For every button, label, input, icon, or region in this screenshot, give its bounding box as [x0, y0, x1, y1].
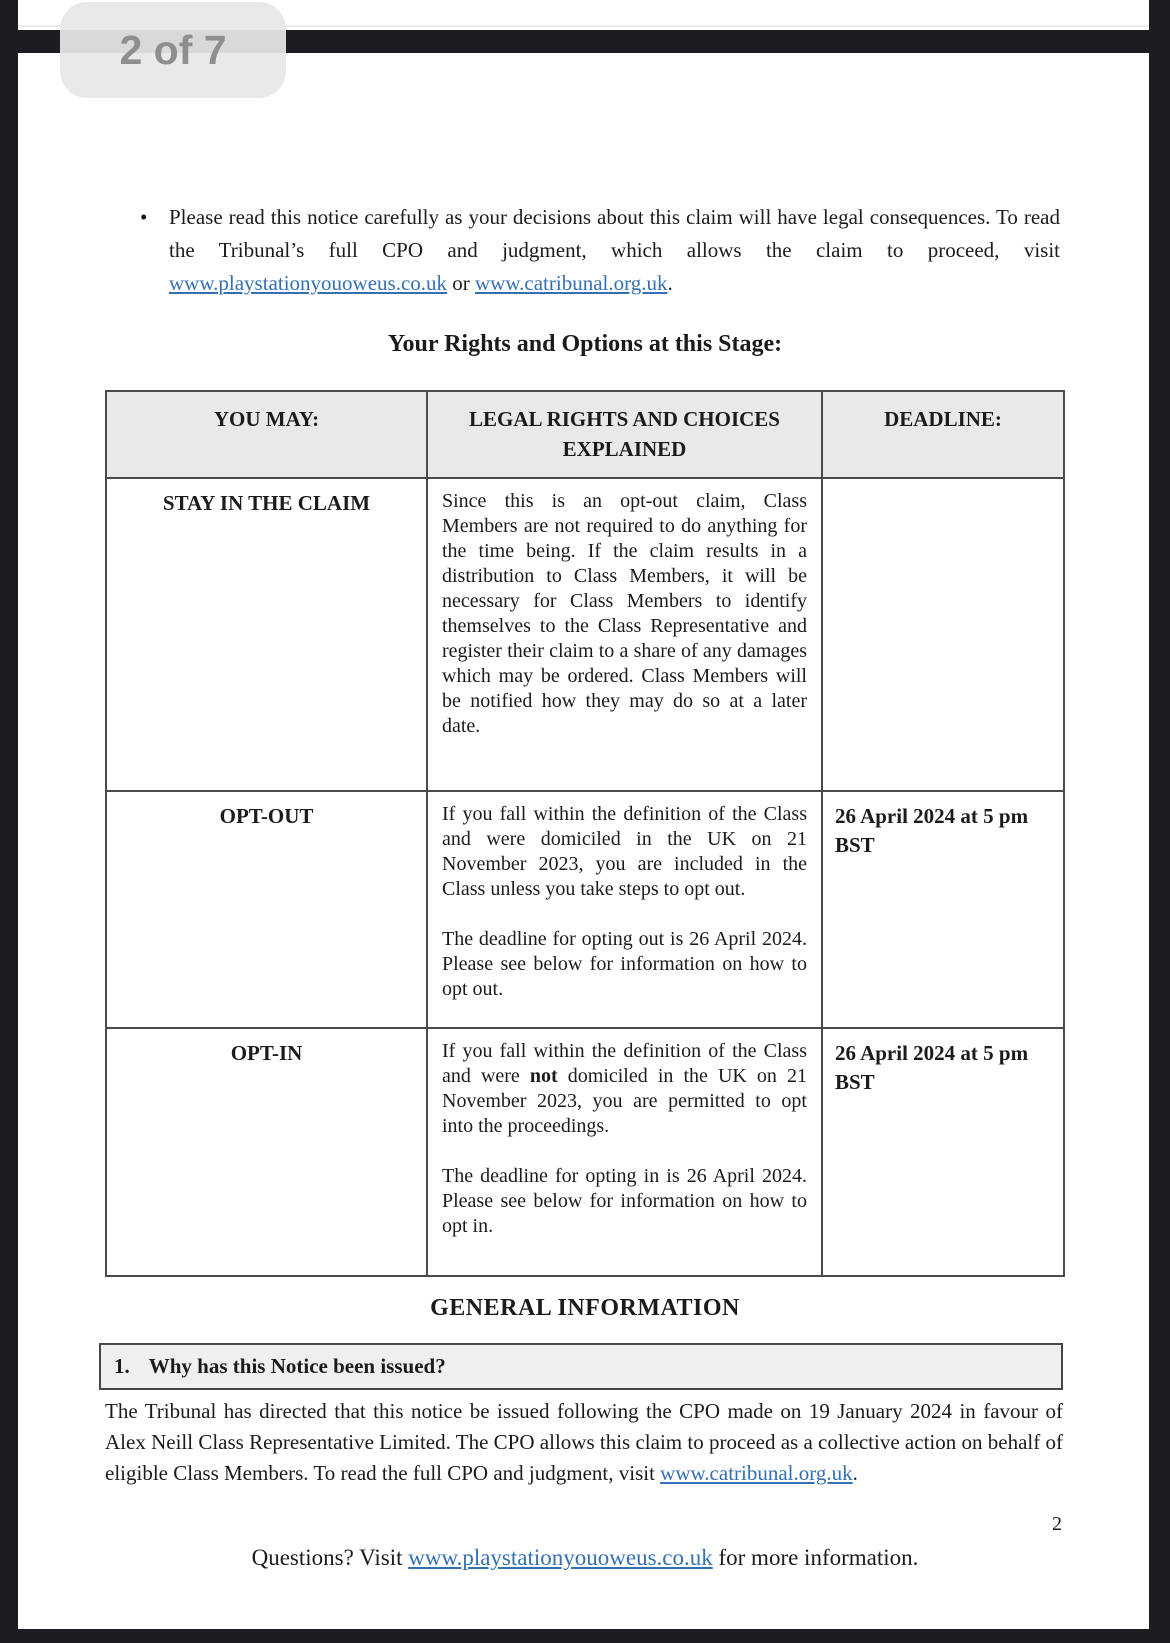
rights-options-heading: Your Rights and Options at this Stage:	[387, 331, 783, 357]
hyperlink[interactable]: www.playstationyouoweus.co.uk	[169, 271, 448, 295]
right-frame-bar	[1149, 0, 1170, 1643]
table-row-stay-in-claim	[106, 478, 1064, 791]
general-information-heading: GENERAL INFORMATION	[430, 1295, 740, 1321]
header-deadline: DEADLINE:	[822, 391, 1064, 478]
hyperlink[interactable]: www.catribunal.org.uk	[660, 1461, 853, 1485]
option-opt-out: OPT-OUT	[106, 791, 427, 1028]
header-you-may: YOU MAY:	[106, 391, 427, 478]
section-1-header	[99, 1343, 1063, 1390]
deadline-opt-in: 26 April 2024 at 5 pm BST	[822, 1028, 1064, 1276]
explanation-paragraph: If you fall within the definition of the Class and were domiciled in the UK on 21 November 2023, you are included in the Class unless you take steps to opt out.	[442, 802, 807, 900]
table-row-opt-out	[106, 791, 1064, 1028]
table-row-opt-in	[106, 1028, 1064, 1276]
header-legal-rights: LEGAL RIGHTS AND CHOICES EXPLAINED	[427, 391, 822, 478]
explanation-stay-in-claim	[427, 478, 822, 791]
rights-table	[105, 390, 1065, 1277]
section-title: Why has this Notice been issued?	[148, 1354, 446, 1378]
explanation-opt-out	[427, 791, 822, 1028]
page-number: 2	[1052, 1513, 1062, 1535]
intro-text: Please read this notice carefully as your decisions about this claim will have legal consequences. To read the Tribunal’s full CPO and judgment, which allows the claim to proceed, visit www.playstationyouoweus.co.uk or www.catribunal.org.uk.	[169, 205, 1060, 295]
explanation-paragraph: The deadline for opting out is 26 April 2024. Please see below for information on how to opt out.	[442, 927, 807, 1000]
explanation-paragraph: Since this is an opt-out claim, Class Members are not required to do anything for the time being. If the claim results in a distribution to Class Members, it will be necessary for Class Members to identify themselves to the Class Representative and register their claim to a share of any damages which may be ordered. Class Members will be notified how they may do so at a later date.	[442, 489, 807, 737]
left-frame-bar	[0, 0, 18, 1643]
table-header-row	[106, 391, 1064, 478]
bottom-divider-bar	[0, 1629, 1170, 1643]
page-indicator-badge	[60, 2, 286, 98]
deadline-opt-out: 26 April 2024 at 5 pm BST	[822, 791, 1064, 1028]
option-opt-in: OPT-IN	[106, 1028, 427, 1276]
intro-paragraph	[140, 201, 1060, 300]
section-1-body: The Tribunal has directed that this notice be issued following the CPO made on 19 January 2024 in favour of Alex Neill Class Representative Limited. The CPO allows this claim to proceed as a collective action on behalf of eligible Class Members. To read the full CPO and judgment, visit www.catribunal.org.uk.	[105, 1399, 1063, 1485]
option-stay-in-claim: STAY IN THE CLAIM	[106, 478, 427, 791]
explanation-paragraph: The deadline for opting in is 26 April 2024. Please see below for information on how to opt in.	[442, 1164, 807, 1237]
page-indicator-label: 2 of 7	[119, 26, 227, 73]
bullet-icon: •	[140, 205, 148, 229]
hyperlink[interactable]: www.playstationyouoweus.co.uk	[408, 1545, 713, 1570]
hyperlink[interactable]: www.catribunal.org.uk	[475, 271, 668, 295]
explanation-opt-in	[427, 1028, 822, 1276]
section-number: 1.	[114, 1354, 130, 1378]
deadline-stay-in-claim	[822, 478, 1064, 791]
explanation-paragraph: If you fall within the definition of the Class and were not domiciled in the UK on 21 November 2023, you are permitted to opt into the proceedings.	[442, 1039, 808, 1137]
footer-note: Questions? Visit www.playstationyouoweus.co.uk for more information.	[251, 1545, 919, 1570]
